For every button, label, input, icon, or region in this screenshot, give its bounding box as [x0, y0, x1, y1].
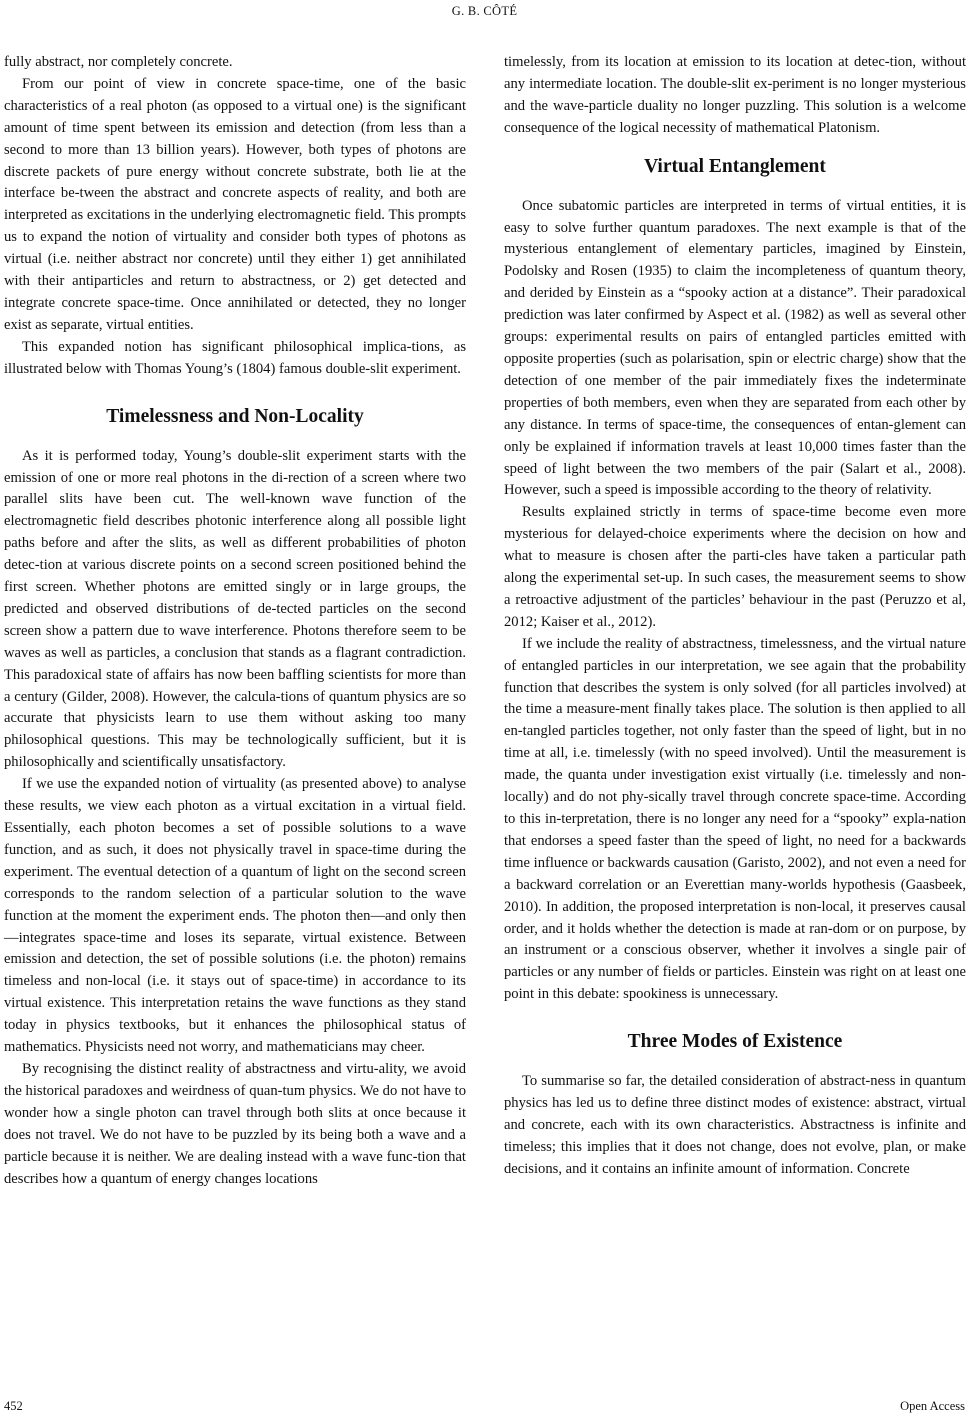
- section-heading-timelessness: Timelessness and Non-Locality: [106, 405, 364, 427]
- paragraph: As it is performed today, Young’s double-slit experiment starts with the emission of one or more real photons in the di-rection of a screen where two parallel slits have been cut. The well-known wave function of the electromagnetic field describes photonic interference along all possible light paths before and after the slits, as well as different probabilities of photon detec-tion at various discrete points on a second screen positioned behind the first screen. Whether photons are emitted singly or in large groups, the predicted and observed distributions of de-tected particles on the second screen show a pattern due to wave interference. Photons therefore seem to be waves as well as particles, a conclusion that stands as a flagrant contradiction. This paradoxical state of affairs has now been baffling scientists for more than a century (Gilder, 2008). However, the calcula-tions of quantum physics are so accurate that physicists learn to use them without asking too many philosophical questions. This may be technologically sufficient, but it is philosophically and scientifically unsatisfactory.: [4, 447, 466, 771]
- paragraph: From our point of view in concrete space-time, one of the basic characteristics of a real photon (as opposed to a virtual one) is the significant amount of time spent between its emission and detection (from less than a second to more than 13 billion years). However, both types of photons are discrete packets of pure energy without concrete substrate, both lie at the interface be-tween the abstract and concrete aspects of reality, and both are interpreted as excitations in the underlying electromagnetic field. This prompts us to expand the notion of virtuality and consider both types of photons as virtual (i.e. neither abstract nor concrete) until they either 1) get annihilated with their antiparticles and return to abstractness, or 2) get detected and integrate concrete space-time. Once annihilated or detected, they no longer exist as separate, virtual entities.: [4, 75, 466, 333]
- right-column: [504, 52, 966, 1181]
- section-heading-virtual-entanglement: Virtual Entanglement: [644, 155, 826, 177]
- paragraph: By recognising the distinct reality of abstractness and virtu-ality, we avoid the historical paradoxes and weirdness of quan-tum physics. We do not have to wonder how a single photon can travel through both slits at once because it does not travel. We do not have to be puzzled by its being both a wave and a particle because it is neither. We are dealing instead with a wave func-tion that describes how a quantum of energy changes locations: [4, 1060, 466, 1187]
- page-number: 452: [4, 1399, 23, 1413]
- paragraph: If we include the reality of abstractness, timelessness, and the virtual nature of entangled particles in our interpretation, we see again that the probability function that describes the system is only solved (for all particles involved) at the time a measure-ment finally takes place. The solution is then applied to all en-tangled particles together, not only faster than the speed of light, but in no time at all, i.e. timelessly (with no speed involved). Until the measurement is made, the quanta under investigation exist virtually (i.e. timelessly and non-locally) and do not phy-sically travel through concrete space-time. According to this in-terpretation, there is no longer any need for a “spooky” expla-nation that endorses a speed faster than the speed of light, no need for a backwards time influence or backwards causation (Garisto, 2002), and not even a need for a backward correlation or an Everettian many-worlds hypothesis (Gaasbeek, 2010). In addition, the proposed interpretation is non-local, it preserves causal order, and it holds whether the detection is made at ran-dom or on purpose, by an instrument or a conscious observer, whether it involves a single pair of particles or any number of fields or particles. Einstein was right on at least one point in this debate: spookiness is unnecessary.: [504, 635, 966, 1003]
- paragraph: timelessly, from its location at emission to its location at detec-tion, without any intermediate location. The double-slit ex-periment is no longer mysterious and the wave-particle duality no longer puzzling. This solution is a welcome consequence of the logical necessity of mathematical Platonism.: [504, 54, 966, 136]
- paragraph: fully abstract, nor completely concrete.: [4, 54, 233, 70]
- paragraph: If we use the expanded notion of virtuality (as presented above) to analyse these results, we view each photon as a virtual excitation in a virtual field. Essentially, each photon becomes a set of possible solutions to a wave function, and as such, it does not physically travel in space-time during the experiment. The eventual detection of a quantum of light on the second screen corresponds to the random selection of a particular solution to the wave function at the moment the experiment ends. The photon then—and only then—integrates space-time and loses its separate, virtual existence. Between emission and detection, the set of possible solutions (i.e. the photon) remains timeless and non-local (i.e. it stays out of space-time) in accordance to its virtual existence. This interpretation retains the wave functions as they stand today in physics textbooks, but it enhances the philosophical status of mathematics. Physicists need not worry, and mathematicians may cheer.: [4, 776, 466, 1056]
- paragraph: Results explained strictly in terms of space-time become even more mysterious for delayed-choice experiments where the decision on how and what to measure is chosen after the parti-cles have taken a particular path along the experimental set-up. In such cases, the measurement seems to show a retroactive adjustment of the particles’ behaviour in the past (Peruzzo et al, 2012; Kaiser et al., 2012).: [504, 504, 966, 630]
- paragraph: Once subatomic particles are interpreted in terms of virtual entities, it is easy to solve further quantum paradoxes. The next example is that of the mysterious entanglement of elementary particles, imagined by Einstein, Podolsky and Rosen (1935) to claim the incompleteness of quantum theory, and derided by Einstein as a “spooky action at a distance”. Their paradoxical prediction was later confirmed by Aspect et al. (1982) as well as several other groups: experimental results on pairs of entangled particles emitted with opposite properties (such as polarisation, spin or electric charge) show that the detection of one member of the pair immediately fixes the indeterminate properties of both members, even when they are separated from each other by any distance. In terms of space-time, the consequences of entan-glement can only be explained if information travels at least 10,000 times faster than the speed of light between the two members of the pair (Salart et al., 2008). However, such a speed is impossible according to the theory of relativity.: [504, 197, 966, 499]
- running-head: G. B. CÔTÉ: [451, 4, 518, 18]
- paragraph: This expanded notion has significant philosophical implica-tions, as illustrated below with Thomas Young’s (1804) famous double-slit experiment.: [4, 338, 466, 377]
- journal-label: Open Access: [900, 1399, 965, 1413]
- left-column: [4, 52, 466, 1190]
- paragraph: To summarise so far, the detailed consideration of abstract-ness in quantum physics has led us to define three distinct modes of existence: abstract, virtual and concrete, each with its own characteristics. Abstractness is infinite and timeless; this implies that it does not change, does not evolve, plan, or make decisions, and it contains an infinite amount of information. Concrete: [504, 1073, 966, 1177]
- section-heading-three-modes: Three Modes of Existence: [627, 1031, 843, 1053]
